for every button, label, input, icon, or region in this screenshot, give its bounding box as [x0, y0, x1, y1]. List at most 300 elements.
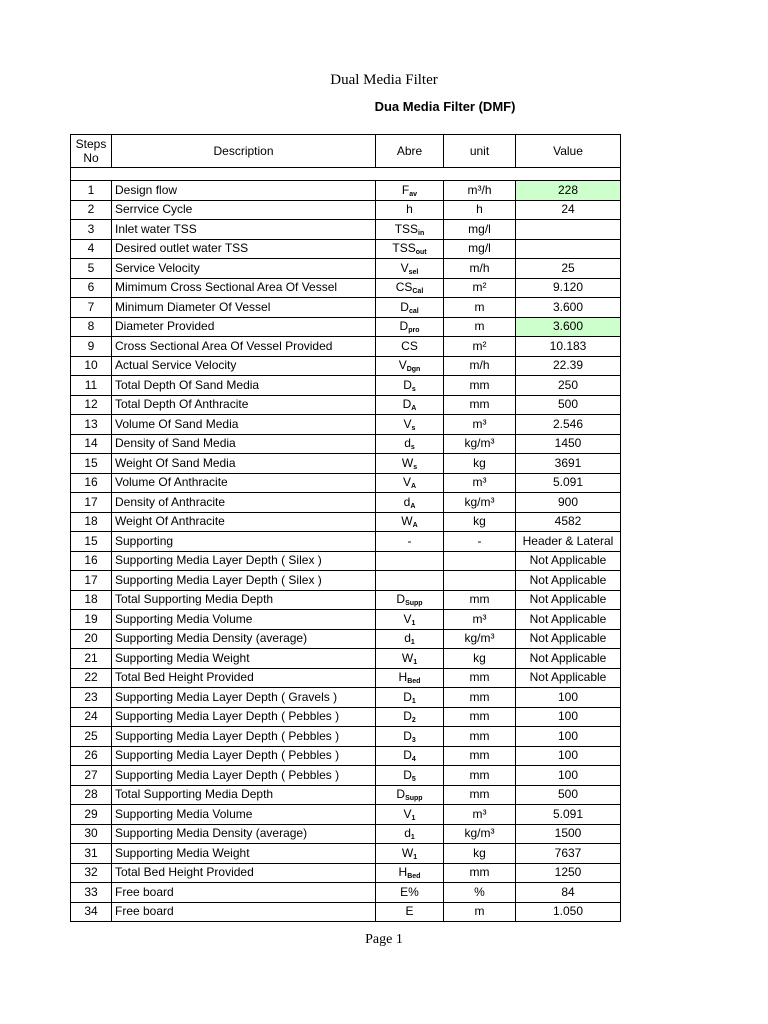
description-cell: Design flow [112, 181, 376, 201]
step-number-cell: 13 [71, 415, 112, 435]
unit-cell: m [444, 902, 516, 922]
abbreviation-subscript: out [415, 249, 427, 257]
description-cell: Volume Of Anthracite [112, 473, 376, 493]
unit-cell: mg/l [444, 239, 516, 259]
abbreviation-cell [376, 415, 444, 435]
abbreviation-cell [376, 844, 444, 864]
step-number-cell: 16 [71, 551, 112, 571]
abbreviation-subscript: A [410, 483, 417, 491]
description-cell: Supporting Media Density (average) [112, 824, 376, 844]
abbreviation-symbol: TSS [394, 221, 419, 236]
description-cell: Total Supporting Media Depth [112, 590, 376, 610]
step-number-cell: 20 [71, 629, 112, 649]
step-number-cell: 26 [71, 746, 112, 766]
description-cell: Actual Service Velocity [112, 356, 376, 376]
step-number-cell: 4 [71, 239, 112, 259]
table-row [71, 317, 621, 337]
value-cell: 10.183 [516, 337, 621, 357]
description-cell: Total Bed Height Provided [112, 863, 376, 883]
value-cell: 1250 [516, 863, 621, 883]
abbreviation-symbol: d [404, 436, 411, 451]
value-cell: Not Applicable [516, 551, 621, 571]
abbreviation-cell [376, 220, 444, 240]
abbreviation-subscript: pro [408, 327, 420, 335]
abbreviation-symbol: D [403, 377, 412, 392]
table-row [71, 239, 621, 259]
table-row [71, 181, 621, 201]
table-row [71, 298, 621, 318]
step-number-cell: 34 [71, 902, 112, 922]
abbreviation-cell [376, 200, 444, 220]
description-cell: Serrvice Cycle [112, 200, 376, 220]
abbreviation-subscript: 3 [411, 736, 416, 744]
abbreviation-cell [376, 376, 444, 396]
abbreviation-symbol: TSS [392, 241, 416, 256]
description-cell: Diameter Provided [112, 317, 376, 337]
column-header-abre: Abre [376, 135, 444, 168]
value-cell [516, 220, 621, 240]
input-value-cell[interactable]: 3.600 [516, 317, 621, 337]
abbreviation-cell [376, 727, 444, 747]
table-row [71, 376, 621, 396]
step-number-cell: 28 [71, 785, 112, 805]
abbreviation-subscript: 1 [411, 619, 416, 627]
abbreviation-subscript: 1 [413, 853, 418, 861]
abbreviation-cell [376, 454, 444, 474]
abbreviation-cell [376, 610, 444, 630]
unit-cell: mm [444, 395, 516, 415]
value-cell: 7637 [516, 844, 621, 864]
abbreviation-cell [376, 590, 444, 610]
description-cell: Supporting Media Layer Depth ( Pebbles ) [112, 727, 376, 747]
step-number-cell: 32 [71, 863, 112, 883]
abbreviation-subscript: s [413, 463, 418, 471]
unit-cell: mm [444, 668, 516, 688]
description-cell: Service Velocity [112, 259, 376, 279]
abbreviation-cell [376, 317, 444, 337]
value-cell: 24 [516, 200, 621, 220]
value-cell: 1450 [516, 434, 621, 454]
value-cell: Not Applicable [516, 590, 621, 610]
unit-cell: m² [444, 337, 516, 357]
table-row [71, 883, 621, 903]
unit-cell: mm [444, 707, 516, 727]
abbreviation-cell [376, 551, 444, 571]
description-cell: Minimum Diameter Of Vessel [112, 298, 376, 318]
column-header-unit: unit [444, 135, 516, 168]
abbreviation-cell [376, 512, 444, 532]
abbreviation-symbol: W [401, 650, 414, 665]
abbreviation-cell [376, 239, 444, 259]
description-cell: Density of Sand Media [112, 434, 376, 454]
abbreviation-subscript: cal [408, 307, 419, 315]
abbreviation-subscript: Supp [405, 795, 423, 803]
table-row [71, 824, 621, 844]
abbreviation-cell [376, 298, 444, 318]
value-cell: 5.091 [516, 805, 621, 825]
step-number-cell: 29 [71, 805, 112, 825]
description-cell: Inlet water TSS [112, 220, 376, 240]
column-header-step: Steps No [71, 135, 112, 168]
unit-cell [444, 551, 516, 571]
description-cell: Supporting Media Layer Depth ( Silex ) [112, 571, 376, 591]
abbreviation-subscript: s [411, 385, 416, 393]
abbreviation-subscript: s [410, 444, 415, 452]
value-cell: 5.091 [516, 473, 621, 493]
abbreviation-subscript: sel [408, 268, 419, 276]
abbreviation-symbol: V [400, 260, 409, 275]
abbreviation-cell [376, 395, 444, 415]
table-row [71, 532, 621, 552]
description-cell: Supporting [112, 532, 376, 552]
abbreviation-subscript: s [411, 424, 416, 432]
table-row [71, 610, 621, 630]
abbreviation-symbol: d [404, 826, 411, 841]
unit-cell: m [444, 317, 516, 337]
step-number-cell: 31 [71, 844, 112, 864]
description-cell: Supporting Media Volume [112, 805, 376, 825]
table-row [71, 200, 621, 220]
abbreviation-cell [376, 785, 444, 805]
unit-cell: m³ [444, 805, 516, 825]
unit-cell: kg [444, 649, 516, 669]
abbreviation-symbol: - [407, 533, 412, 548]
table-row [71, 590, 621, 610]
unit-cell: mm [444, 766, 516, 786]
step-number-cell: 5 [71, 259, 112, 279]
table-row [71, 454, 621, 474]
value-cell: Not Applicable [516, 610, 621, 630]
abbreviation-symbol: W [401, 514, 413, 529]
description-cell: Cross Sectional Area Of Vessel Provided [112, 337, 376, 357]
page-footer: Page 1 [365, 932, 403, 947]
description-cell: Supporting Media Weight [112, 649, 376, 669]
abbreviation-subscript: A [410, 502, 416, 510]
abbreviation-symbol: D [396, 592, 406, 607]
abbreviation-symbol: H [398, 865, 408, 880]
abbreviation-symbol: D [400, 299, 409, 314]
value-cell: 900 [516, 493, 621, 513]
abbreviation-symbol: D [402, 397, 412, 412]
unit-cell: m² [444, 278, 516, 298]
abbreviation-symbol: W [401, 455, 414, 470]
unit-cell: kg/m³ [444, 629, 516, 649]
unit-cell [444, 571, 516, 591]
value-cell: 22.39 [516, 356, 621, 376]
value-cell: Not Applicable [516, 629, 621, 649]
step-number-cell: 10 [71, 356, 112, 376]
abbreviation-symbol: H [398, 670, 408, 685]
step-number-cell: 6 [71, 278, 112, 298]
unit-cell: m³ [444, 473, 516, 493]
table-row [71, 785, 621, 805]
table-row [71, 415, 621, 435]
description-cell: Total Bed Height Provided [112, 668, 376, 688]
description-cell: Supporting Media Layer Depth ( Pebbles ) [112, 707, 376, 727]
abbreviation-cell [376, 668, 444, 688]
abbreviation-symbol: d [404, 631, 411, 646]
value-cell: Not Applicable [516, 649, 621, 669]
table-row [71, 473, 621, 493]
value-cell: 2.546 [516, 415, 621, 435]
unit-cell: mm [444, 746, 516, 766]
abbreviation-symbol: V [403, 416, 412, 431]
unit-cell: kg/m³ [444, 493, 516, 513]
abbreviation-cell [376, 473, 444, 493]
table-row [71, 668, 621, 688]
step-number-cell: 14 [71, 434, 112, 454]
step-number-cell: 2 [71, 200, 112, 220]
abbreviation-cell [376, 649, 444, 669]
abbreviation-cell [376, 181, 444, 201]
table-row [71, 551, 621, 571]
description-cell: Supporting Media Layer Depth ( Gravels ) [112, 688, 376, 708]
abbreviation-cell [376, 356, 444, 376]
table-row [71, 688, 621, 708]
abbreviation-cell [376, 571, 444, 591]
abbreviation-subscript: A [411, 405, 417, 413]
description-cell: Supporting Media Density (average) [112, 629, 376, 649]
description-cell: Weight Of Sand Media [112, 454, 376, 474]
table-row [71, 902, 621, 922]
step-number-cell: 21 [71, 649, 112, 669]
value-cell: 100 [516, 727, 621, 747]
abbreviation-symbol: V [403, 611, 412, 626]
unit-cell: kg [444, 454, 516, 474]
abbreviation-symbol: V [403, 806, 412, 821]
unit-cell: m [444, 298, 516, 318]
table-row [71, 356, 621, 376]
value-cell: 9.120 [516, 278, 621, 298]
abbreviation-cell [376, 629, 444, 649]
step-number-cell: 22 [71, 668, 112, 688]
unit-cell: mm [444, 727, 516, 747]
abbreviation-symbol: V [402, 475, 411, 490]
abbreviation-symbol: D [403, 767, 412, 782]
step-number-cell: 23 [71, 688, 112, 708]
table-row [71, 395, 621, 415]
description-cell: Supporting Media Weight [112, 844, 376, 864]
value-cell: 25 [516, 259, 621, 279]
abbreviation-subscript: A [412, 522, 418, 530]
step-number-cell: 18 [71, 512, 112, 532]
description-cell: Total Depth Of Anthracite [112, 395, 376, 415]
unit-cell: mm [444, 590, 516, 610]
abbreviation-cell [376, 688, 444, 708]
unit-cell: kg/m³ [444, 824, 516, 844]
abbreviation-subscript: 2 [411, 717, 416, 725]
abbreviation-symbol: CS [401, 338, 418, 353]
table-row [71, 337, 621, 357]
step-number-cell: 15 [71, 532, 112, 552]
abbreviation-cell [376, 863, 444, 883]
description-cell: Supporting Media Layer Depth ( Pebbles ) [112, 766, 376, 786]
sheet-title: Dua Media Filter (DMF) [374, 99, 516, 114]
spacer-row [71, 168, 621, 181]
step-number-cell: 1 [71, 181, 112, 201]
abbreviation-symbol: CS [395, 280, 413, 295]
unit-cell: m/h [444, 356, 516, 376]
value-cell: 100 [516, 766, 621, 786]
step-number-cell: 7 [71, 298, 112, 318]
abbreviation-subscript: 1 [411, 697, 416, 705]
abbreviation-subscript: 4 [411, 756, 416, 764]
abbreviation-symbol: V [398, 358, 407, 373]
abbreviation-subscript: 1 [410, 639, 415, 647]
value-cell: 500 [516, 395, 621, 415]
unit-cell: mm [444, 863, 516, 883]
table-row [71, 707, 621, 727]
unit-cell: kg [444, 512, 516, 532]
value-cell [516, 239, 621, 259]
step-number-cell: 12 [71, 395, 112, 415]
abbreviation-subscript: 5 [411, 775, 416, 783]
step-number-cell: 24 [71, 707, 112, 727]
abbreviation-subscript: 1 [411, 814, 416, 822]
abbreviation-subscript: Bed [407, 873, 421, 881]
table-row [71, 278, 621, 298]
abbreviation-symbol: D [399, 319, 409, 334]
step-number-cell: 15 [71, 454, 112, 474]
unit-cell: kg/m³ [444, 434, 516, 454]
unit-cell: m³/h [444, 181, 516, 201]
abbreviation-cell [376, 337, 444, 357]
column-header-description: Description [112, 135, 376, 168]
step-number-cell: 30 [71, 824, 112, 844]
unit-cell: mm [444, 785, 516, 805]
abbreviation-symbol: h [406, 202, 413, 217]
step-number-cell: 18 [71, 590, 112, 610]
table-body [71, 168, 621, 922]
abbreviation-subscript: Supp [405, 600, 423, 608]
step-number-cell: 8 [71, 317, 112, 337]
value-cell: 3.600 [516, 298, 621, 318]
sheet-header: Dual Media Filter [330, 72, 438, 88]
value-cell: 100 [516, 707, 621, 727]
abbreviation-cell [376, 532, 444, 552]
unit-cell: kg [444, 844, 516, 864]
abbreviation-symbol: E [405, 904, 414, 919]
table-row [71, 259, 621, 279]
table-row [71, 746, 621, 766]
abbreviation-cell [376, 824, 444, 844]
unit-cell: mg/l [444, 220, 516, 240]
input-value-cell[interactable]: 228 [516, 181, 621, 201]
abbreviation-subscript: 1 [410, 834, 415, 842]
step-number-cell: 17 [71, 571, 112, 591]
abbreviation-subscript: Dgn [406, 366, 421, 374]
abbreviation-symbol: W [401, 845, 414, 860]
value-cell: 4582 [516, 512, 621, 532]
abbreviation-cell [376, 493, 444, 513]
description-cell: Supporting Media Layer Depth ( Pebbles ) [112, 746, 376, 766]
abbreviation-subscript: Bed [407, 678, 421, 686]
unit-cell: % [444, 883, 516, 903]
description-cell: Supporting Media Volume [112, 610, 376, 630]
description-cell: Total Depth Of Sand Media [112, 376, 376, 396]
abbreviation-symbol: D [403, 709, 412, 724]
abbreviation-cell [376, 883, 444, 903]
step-number-cell: 11 [71, 376, 112, 396]
description-cell: Free board [112, 902, 376, 922]
table-row [71, 220, 621, 240]
abbreviation-cell [376, 766, 444, 786]
abbreviation-cell [376, 278, 444, 298]
abbreviation-subscript: Cal [412, 288, 424, 296]
value-cell: 1500 [516, 824, 621, 844]
spacer-cell [71, 168, 621, 181]
unit-cell: m³ [444, 415, 516, 435]
value-cell: 250 [516, 376, 621, 396]
abbreviation-symbol: F [401, 182, 410, 197]
data-table [70, 134, 621, 922]
description-cell: Mimimum Cross Sectional Area Of Vessel [112, 278, 376, 298]
abbreviation-subscript: 1 [413, 658, 418, 666]
step-number-cell: 27 [71, 766, 112, 786]
unit-cell: h [444, 200, 516, 220]
description-cell: Free board [112, 883, 376, 903]
value-cell: Header & Lateral [516, 532, 621, 552]
description-cell: Volume Of Sand Media [112, 415, 376, 435]
abbreviation-cell [376, 707, 444, 727]
abbreviation-symbol: E% [400, 884, 419, 899]
abbreviation-symbol: d [403, 494, 411, 509]
unit-cell: mm [444, 376, 516, 396]
value-cell: 100 [516, 688, 621, 708]
abbreviation-cell [376, 434, 444, 454]
unit-cell: m³ [444, 610, 516, 630]
description-cell: Weight Of Anthracite [112, 512, 376, 532]
table-row [71, 805, 621, 825]
value-cell: Not Applicable [516, 668, 621, 688]
step-number-cell: 25 [71, 727, 112, 747]
unit-cell: mm [444, 688, 516, 708]
abbreviation-symbol: D [403, 748, 412, 763]
value-cell: 500 [516, 785, 621, 805]
unit-cell: - [444, 532, 516, 552]
table-row [71, 571, 621, 591]
table-row [71, 727, 621, 747]
table-row [71, 844, 621, 864]
step-number-cell: 17 [71, 493, 112, 513]
header-row [71, 135, 621, 168]
abbreviation-subscript: av [409, 190, 418, 198]
value-cell: 1.050 [516, 902, 621, 922]
description-cell: Supporting Media Layer Depth ( Silex ) [112, 551, 376, 571]
abbreviation-symbol: D [396, 787, 406, 802]
step-number-cell: 16 [71, 473, 112, 493]
step-number-cell: 3 [71, 220, 112, 240]
table-row [71, 649, 621, 669]
abbreviation-subscript: in [418, 229, 425, 237]
value-cell: 100 [516, 746, 621, 766]
value-cell: 84 [516, 883, 621, 903]
value-cell: Not Applicable [516, 571, 621, 591]
abbreviation-symbol: D [403, 689, 412, 704]
abbreviation-symbol: D [403, 728, 412, 743]
table-row [71, 434, 621, 454]
abbreviation-cell [376, 746, 444, 766]
abbreviation-cell [376, 902, 444, 922]
unit-cell: m/h [444, 259, 516, 279]
table-row [71, 512, 621, 532]
table-row [71, 766, 621, 786]
abbreviation-cell [376, 805, 444, 825]
table-row [71, 629, 621, 649]
step-number-cell: 19 [71, 610, 112, 630]
value-cell: 3691 [516, 454, 621, 474]
description-cell: Total Supporting Media Depth [112, 785, 376, 805]
